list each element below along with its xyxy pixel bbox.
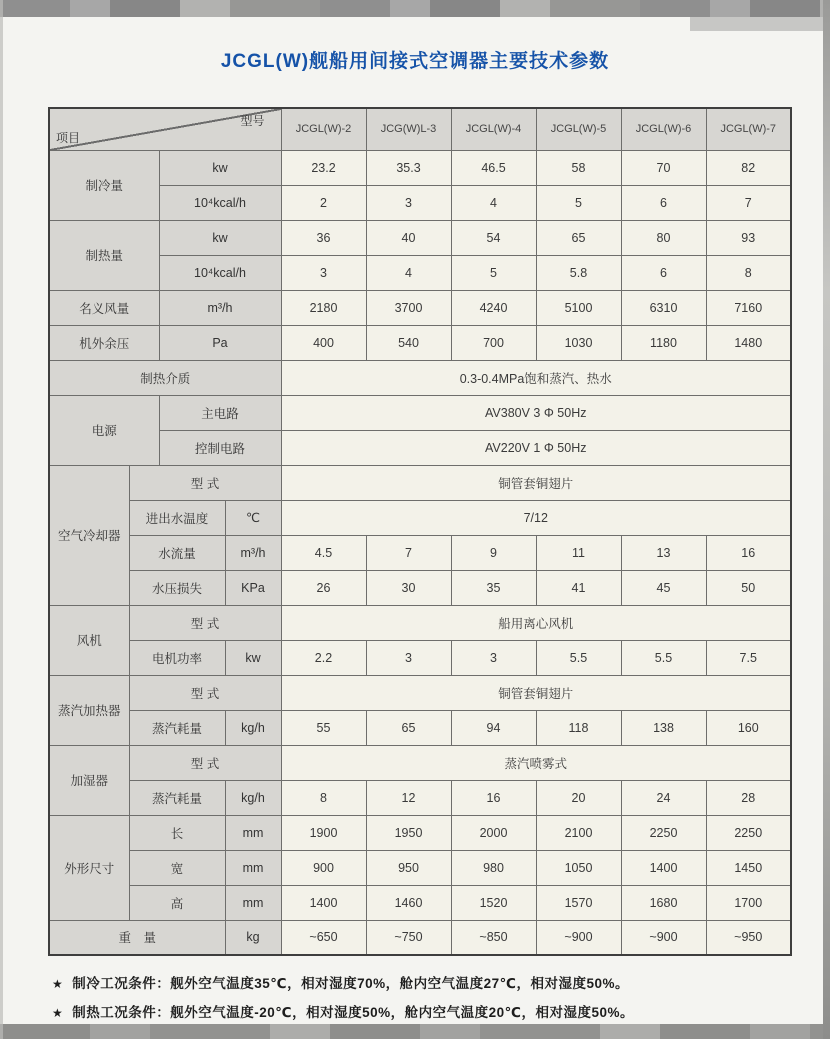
value-cell: 26 — [281, 570, 366, 605]
group-label-cell: 制冷量 — [49, 150, 159, 220]
unit-cell: kg — [225, 920, 281, 955]
scan-edge-right — [823, 0, 830, 1039]
value-cell: 2180 — [281, 290, 366, 325]
scan-edge-top-right — [690, 17, 830, 31]
page-title: JCGL(W)舰船用间接式空调器主要技术参数 — [220, 51, 610, 72]
value-cell: ~950 — [706, 920, 791, 955]
group-label-cell: 外形尺寸 — [49, 815, 129, 920]
sub-label-cell: 宽 — [129, 850, 225, 885]
sub-label-cell: 水流量 — [129, 535, 225, 570]
sub-label-cell: 型 式 — [129, 675, 281, 710]
sub-label-cell: 高 — [129, 885, 225, 920]
sub-label-cell: 型 式 — [129, 745, 281, 780]
value-cell: 24 — [621, 780, 706, 815]
value-cell: 5 — [536, 185, 621, 220]
value-cell: 1570 — [536, 885, 621, 920]
value-cell: 160 — [706, 710, 791, 745]
value-cell: 6310 — [621, 290, 706, 325]
spec-table — [48, 107, 792, 956]
value-cell: 1400 — [621, 850, 706, 885]
value-cell: 6 — [621, 255, 706, 290]
value-cell: 1520 — [451, 885, 536, 920]
value-cell: 1400 — [281, 885, 366, 920]
model-header-cell: JCGL(W)-6 — [621, 108, 706, 150]
value-cell: 80 — [621, 220, 706, 255]
footnote-text: 制热工况条件：舰外空气温度-20℃，相对湿度50%，舱内空气温度20℃，相对湿度50%。 — [72, 1005, 635, 1020]
value-cell: 1450 — [706, 850, 791, 885]
group-label-cell: 重 量 — [49, 920, 225, 955]
value-cell: 1480 — [706, 325, 791, 360]
unit-cell: m³/h — [159, 290, 281, 325]
value-cell: 20 — [536, 780, 621, 815]
group-label-cell: 电源 — [49, 395, 159, 465]
value-cell: 4 — [451, 185, 536, 220]
value-cell: 118 — [536, 710, 621, 745]
value-cell: 1030 — [536, 325, 621, 360]
group-label-cell: 加湿器 — [49, 745, 129, 815]
sub-label-cell: 进出水温度 — [129, 500, 225, 535]
value-cell: 3 — [366, 185, 451, 220]
value-cell: 980 — [451, 850, 536, 885]
value-cell: 4240 — [451, 290, 536, 325]
value-cell: 23.2 — [281, 150, 366, 185]
value-cell: 40 — [366, 220, 451, 255]
sub-label-cell: 主电路 — [159, 395, 281, 430]
unit-cell: ℃ — [225, 500, 281, 535]
value-cell: 7.5 — [706, 640, 791, 675]
value-cell: 82 — [706, 150, 791, 185]
value-cell: 2.2 — [281, 640, 366, 675]
unit-cell: kw — [225, 640, 281, 675]
sub-label-cell: 蒸汽耗量 — [129, 780, 225, 815]
unit-cell: kw — [159, 220, 281, 255]
sub-label-cell: 电机功率 — [129, 640, 225, 675]
value-cell: 900 — [281, 850, 366, 885]
model-header-cell: JCGL(W)-4 — [451, 108, 536, 150]
value-cell: 50 — [706, 570, 791, 605]
span-value-cell: 铜管套铜翅片 — [281, 465, 791, 500]
value-cell: 11 — [536, 535, 621, 570]
value-cell: 1950 — [366, 815, 451, 850]
value-cell: 700 — [451, 325, 536, 360]
scan-edge-top — [0, 0, 830, 17]
value-cell: 35.3 — [366, 150, 451, 185]
value-cell: 2250 — [706, 815, 791, 850]
unit-cell: mm — [225, 850, 281, 885]
group-label-cell: 名义风量 — [49, 290, 159, 325]
value-cell: 8 — [706, 255, 791, 290]
value-cell: 4 — [366, 255, 451, 290]
value-cell: 5100 — [536, 290, 621, 325]
value-cell: 7 — [706, 185, 791, 220]
value-cell: 5 — [451, 255, 536, 290]
footnote-text: 制冷工况条件：舰外空气温度35℃，相对湿度70%，舱内空气温度27℃，相对湿度50%。 — [72, 976, 630, 991]
unit-cell: kg/h — [225, 710, 281, 745]
value-cell: 6 — [621, 185, 706, 220]
span-value-cell: 船用离心风机 — [281, 605, 791, 640]
value-cell: 2000 — [451, 815, 536, 850]
value-cell: ~900 — [536, 920, 621, 955]
span-value-cell: 7/12 — [281, 500, 791, 535]
model-header-cell: JCG(W)L-3 — [366, 108, 451, 150]
value-cell: 3700 — [366, 290, 451, 325]
model-header-cell: JCGL(W)-5 — [536, 108, 621, 150]
value-cell: 3 — [281, 255, 366, 290]
value-cell: 65 — [366, 710, 451, 745]
value-cell: 16 — [706, 535, 791, 570]
value-cell: 45 — [621, 570, 706, 605]
corner-label-model: 型号 — [240, 114, 265, 128]
value-cell: 7160 — [706, 290, 791, 325]
span-value-cell: AV220V 1 Φ 50Hz — [281, 430, 791, 465]
value-cell: 4.5 — [281, 535, 366, 570]
unit-cell: 10⁴kcal/h — [159, 185, 281, 220]
value-cell: 7 — [366, 535, 451, 570]
model-header-cell: JCGL(W)-7 — [706, 108, 791, 150]
value-cell: 13 — [621, 535, 706, 570]
group-label-cell: 空气冷却器 — [49, 465, 129, 605]
value-cell: 93 — [706, 220, 791, 255]
group-label-cell: 蒸汽加热器 — [49, 675, 129, 745]
span-value-cell: 0.3-0.4MPa饱和蒸汽、热水 — [281, 360, 791, 395]
group-label-cell: 制热量 — [49, 220, 159, 290]
value-cell: 30 — [366, 570, 451, 605]
value-cell: 540 — [366, 325, 451, 360]
span-value-cell: AV380V 3 Φ 50Hz — [281, 395, 791, 430]
value-cell: 1700 — [706, 885, 791, 920]
star-icon: ★ — [52, 977, 64, 991]
value-cell: 16 — [451, 780, 536, 815]
value-cell: 94 — [451, 710, 536, 745]
value-cell: 12 — [366, 780, 451, 815]
value-cell: 8 — [281, 780, 366, 815]
value-cell: 28 — [706, 780, 791, 815]
group-label-cell: 制热介质 — [49, 360, 281, 395]
corner-cell — [49, 108, 281, 150]
value-cell: 2250 — [621, 815, 706, 850]
value-cell: 55 — [281, 710, 366, 745]
value-cell: 950 — [366, 850, 451, 885]
sub-label-cell: 长 — [129, 815, 225, 850]
value-cell: 1900 — [281, 815, 366, 850]
sub-label-cell: 型 式 — [129, 465, 281, 500]
value-cell: 5.5 — [536, 640, 621, 675]
value-cell: 1050 — [536, 850, 621, 885]
value-cell: 41 — [536, 570, 621, 605]
sub-label-cell: 控制电路 — [159, 430, 281, 465]
unit-cell: m³/h — [225, 535, 281, 570]
value-cell: 2100 — [536, 815, 621, 850]
value-cell: ~650 — [281, 920, 366, 955]
value-cell: 5.5 — [621, 640, 706, 675]
unit-cell: mm — [225, 885, 281, 920]
value-cell: 1460 — [366, 885, 451, 920]
value-cell: 58 — [536, 150, 621, 185]
value-cell: 138 — [621, 710, 706, 745]
sub-label-cell: 蒸汽耗量 — [129, 710, 225, 745]
footnotes — [52, 972, 634, 1030]
sub-label-cell: 水压损失 — [129, 570, 225, 605]
value-cell: 54 — [451, 220, 536, 255]
value-cell: 400 — [281, 325, 366, 360]
footnote-cooling-condition — [52, 972, 634, 992]
value-cell: 9 — [451, 535, 536, 570]
corner-label-item: 项目 — [56, 130, 81, 145]
group-label-cell: 机外余压 — [49, 325, 159, 360]
value-cell: 5.8 — [536, 255, 621, 290]
value-cell: 2 — [281, 185, 366, 220]
model-header-cell: JCGL(W)-2 — [281, 108, 366, 150]
value-cell: 1180 — [621, 325, 706, 360]
value-cell: 65 — [536, 220, 621, 255]
value-cell: 3 — [366, 640, 451, 675]
value-cell: ~850 — [451, 920, 536, 955]
unit-cell: kw — [159, 150, 281, 185]
span-value-cell: 蒸汽喷雾式 — [281, 745, 791, 780]
value-cell: 1680 — [621, 885, 706, 920]
value-cell: ~750 — [366, 920, 451, 955]
sub-label-cell: 型 式 — [129, 605, 281, 640]
span-value-cell: 铜管套铜翅片 — [281, 675, 791, 710]
footnote-heating-condition — [52, 1001, 634, 1021]
unit-cell: 10⁴kcal/h — [159, 255, 281, 290]
value-cell: 70 — [621, 150, 706, 185]
value-cell: 46.5 — [451, 150, 536, 185]
star-icon: ★ — [52, 1006, 64, 1020]
value-cell: 36 — [281, 220, 366, 255]
unit-cell: mm — [225, 815, 281, 850]
value-cell: 35 — [451, 570, 536, 605]
value-cell: 3 — [451, 640, 536, 675]
scan-edge-left — [0, 0, 3, 1039]
unit-cell: KPa — [225, 570, 281, 605]
group-label-cell: 风机 — [49, 605, 129, 675]
value-cell: ~900 — [621, 920, 706, 955]
unit-cell: Pa — [159, 325, 281, 360]
unit-cell: kg/h — [225, 780, 281, 815]
